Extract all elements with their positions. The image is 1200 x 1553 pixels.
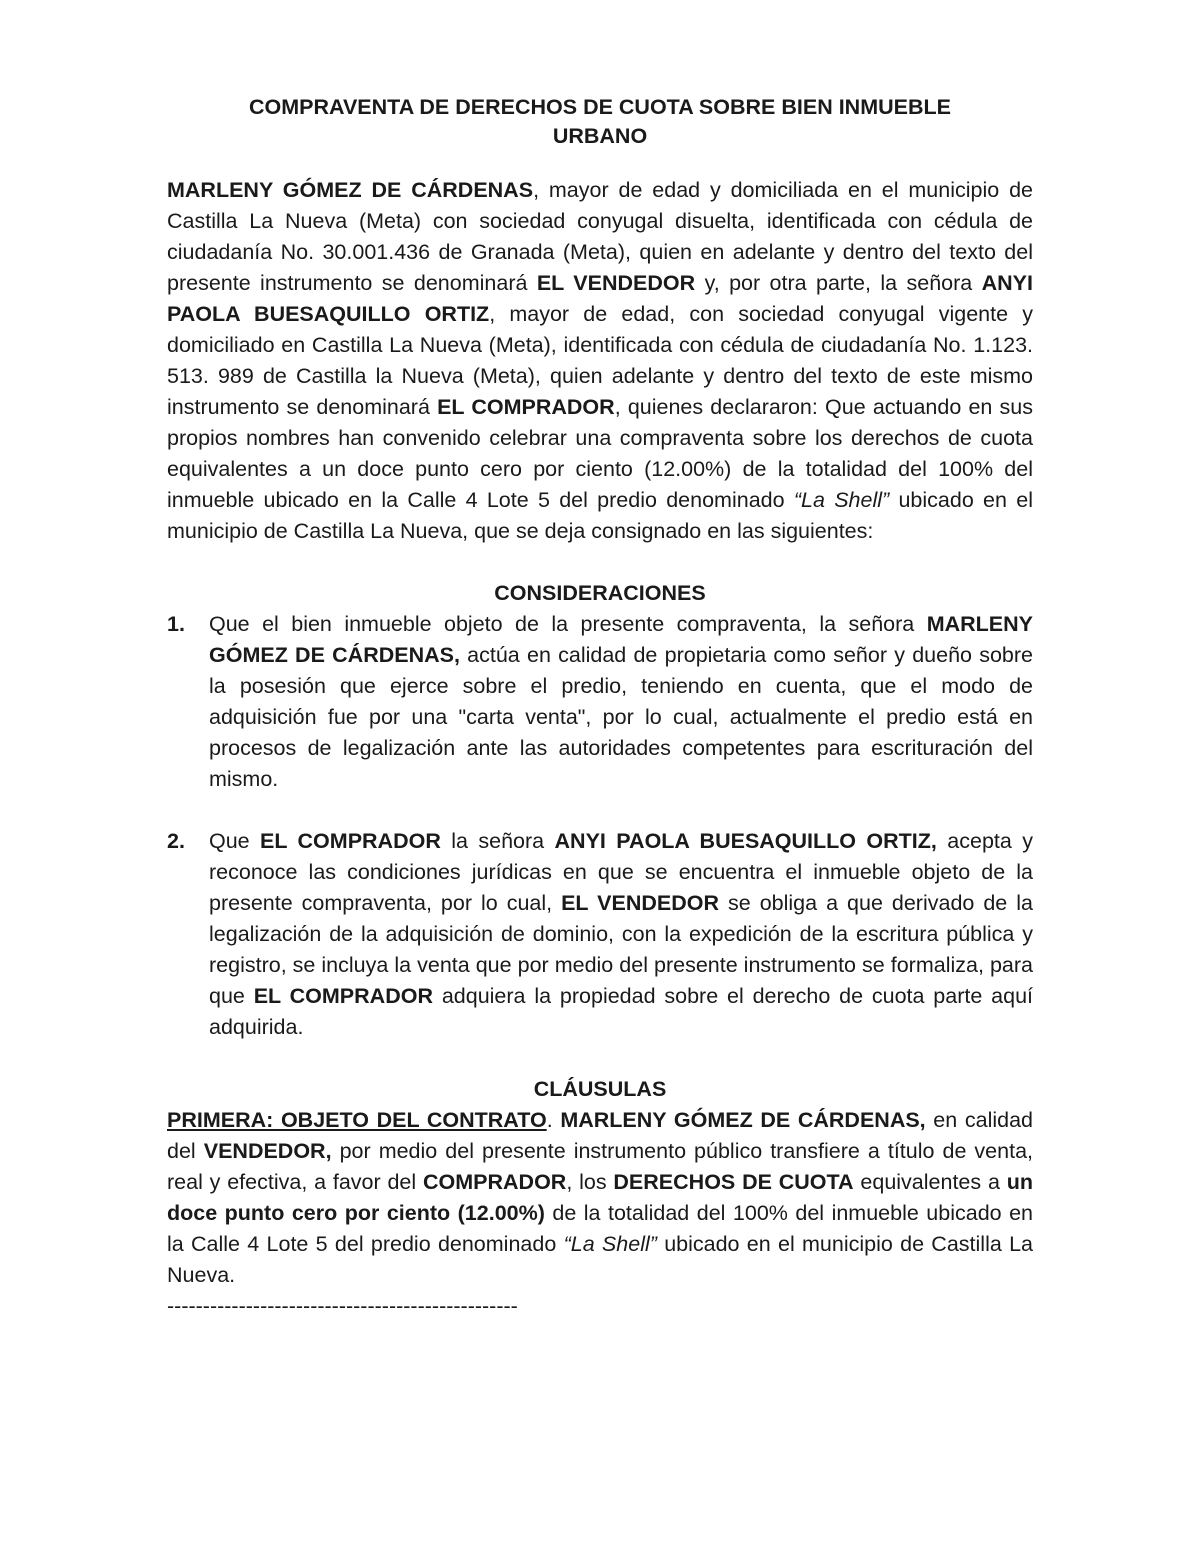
clause1-share: un doce punto cero por ciento (12.00%): [167, 1170, 1033, 1225]
consideration-item-1: [167, 609, 1033, 795]
consideration2-seller-role: EL VENDEDOR: [561, 891, 720, 915]
clause1-text-1: en calidad del: [167, 1108, 1033, 1163]
seller-role: EL VENDEDOR: [536, 271, 696, 295]
clause1-place-name: “La Shell”: [563, 1232, 657, 1256]
consideration2-buyer-name: ANYI PAOLA BUESAQUILLO ORTIZ,: [554, 829, 937, 853]
intro-text-3: , mayor de edad, con sociedad conyugal vigente y domiciliado en Castilla La Nueva (Meta), identificada con cédula de ciudadanía No. 1.123. 513. 989 de Castilla la Nueva (Meta), quien adelante y dentro del texto de este mismo instrumento se denominará: [167, 302, 1033, 419]
intro-text-5: ubicado en el municipio de Castilla La Nueva, que se deja consignado en las siguientes:: [167, 488, 1033, 543]
clause1-buyer-role: COMPRADOR: [422, 1170, 567, 1194]
list-number: 1.: [167, 612, 185, 636]
consideration2-buyer-role-2: EL COMPRADOR: [253, 984, 433, 1008]
consideration-text-1: [209, 609, 1033, 795]
consideration1-name: MARLENY GÓMEZ DE CÁRDENAS,: [209, 612, 1033, 667]
consideration2-buyer-role: EL COMPRADOR: [260, 829, 441, 853]
buyer-role: EL COMPRADOR: [437, 395, 615, 419]
consideration2-text-c: acepta y reconoce las condiciones jurídicas en que se encuentra el inmueble objeto de la presente compraventa, por lo cual,: [209, 829, 1033, 915]
intro-text-2: y, por otra parte, la señora: [695, 271, 982, 295]
clause1-text-2: por medio del presente instrumento público transfiere a título de venta, real y efectiva, a favor del: [167, 1139, 1033, 1194]
title-line-2: URBANO: [552, 124, 648, 148]
consideration2-text-d: se obliga a que derivado de la legalización de la adquisición de dominio, con la expedición de la escritura pública y registro, se incluya la venta que por medio del presente instrumento se formaliza, para que: [209, 891, 1033, 1008]
considerations-heading: CONSIDERACIONES: [494, 581, 706, 605]
consideration2-text-e: adquiera la propiedad sobre el derecho de cuota parte aquí adquirida.: [209, 984, 1033, 1039]
buyer-name: ANYI PAOLA BUESAQUILLO ORTIZ: [167, 271, 1033, 326]
consideration-text-2: [209, 826, 1033, 1043]
clause1-text-3: , los: [566, 1170, 614, 1194]
consideration2-text-a: Que: [209, 829, 261, 853]
consideration1-text-b: actúa en calidad de propietaria como señor y dueño sobre la posesión que ejerce sobre el predio, teniendo en cuenta, que el modo de adquisición fue por una "carta venta", por lo cual, actualmente el predio está en procesos de legalización ante las autoridades competentes para escrituración del mismo.: [209, 643, 1033, 791]
consideration1-text-a: Que el bien inmueble objeto de la presente compraventa, la señora: [209, 612, 927, 636]
seller-name: MARLENY GÓMEZ DE CÁRDENAS: [167, 178, 534, 202]
place-name: “La Shell”: [793, 488, 890, 512]
clause1-rights: DERECHOS DE CUOTA: [613, 1170, 854, 1194]
consideration2-text-b: la señora: [440, 829, 555, 853]
clause1-seller-name: MARLENY GÓMEZ DE CÁRDENAS,: [560, 1108, 926, 1132]
intro-text-1: , mayor de edad y domiciliada en el municipio de Castilla La Nueva (Meta) con sociedad conyugal disuelta, identificada con cédula de ciudadanía No. 30.001.436 de Granada (Meta), quien en adelante y dentro del texto del presente instrumento se denominará: [167, 178, 1033, 295]
clauses-heading: CLÁUSULAS: [533, 1077, 667, 1101]
clause-first-heading: PRIMERA: OBJETO DEL CONTRATO: [167, 1108, 547, 1132]
clause1-text-0: .: [546, 1108, 561, 1132]
clause1-text-5: de la totalidad del 100% del inmueble ubicado en la Calle 4 Lote 5 del predio denominado: [167, 1201, 1034, 1256]
document-title: [167, 93, 1033, 151]
filler-dashes: -------------------------------------------------: [167, 1294, 518, 1318]
clause1-seller-role: VENDEDOR,: [203, 1139, 332, 1163]
clause-first-paragraph: [167, 1105, 1033, 1291]
list-number: 2.: [167, 829, 185, 853]
title-line-1: COMPRAVENTA DE DERECHOS DE CUOTA SOBRE BIEN INMUEBLE: [249, 95, 951, 119]
intro-text-4: , quienes declararon: Que actuando en sus propios nombres han convenido celebrar una compraventa sobre los derechos de cuota equivalentes a un doce punto cero por ciento (12.00%) de la totalidad del 100% del inmueble ubicado en la Calle 4 Lote 5 del predio denominado: [167, 395, 1034, 512]
intro-paragraph: [167, 175, 1033, 547]
clause1-text-4: equivalentes a: [853, 1170, 1007, 1194]
clause1-text-6: ubicado en el municipio de Castilla La Nueva.: [167, 1232, 1034, 1287]
consideration-item-2: [167, 826, 1033, 1043]
